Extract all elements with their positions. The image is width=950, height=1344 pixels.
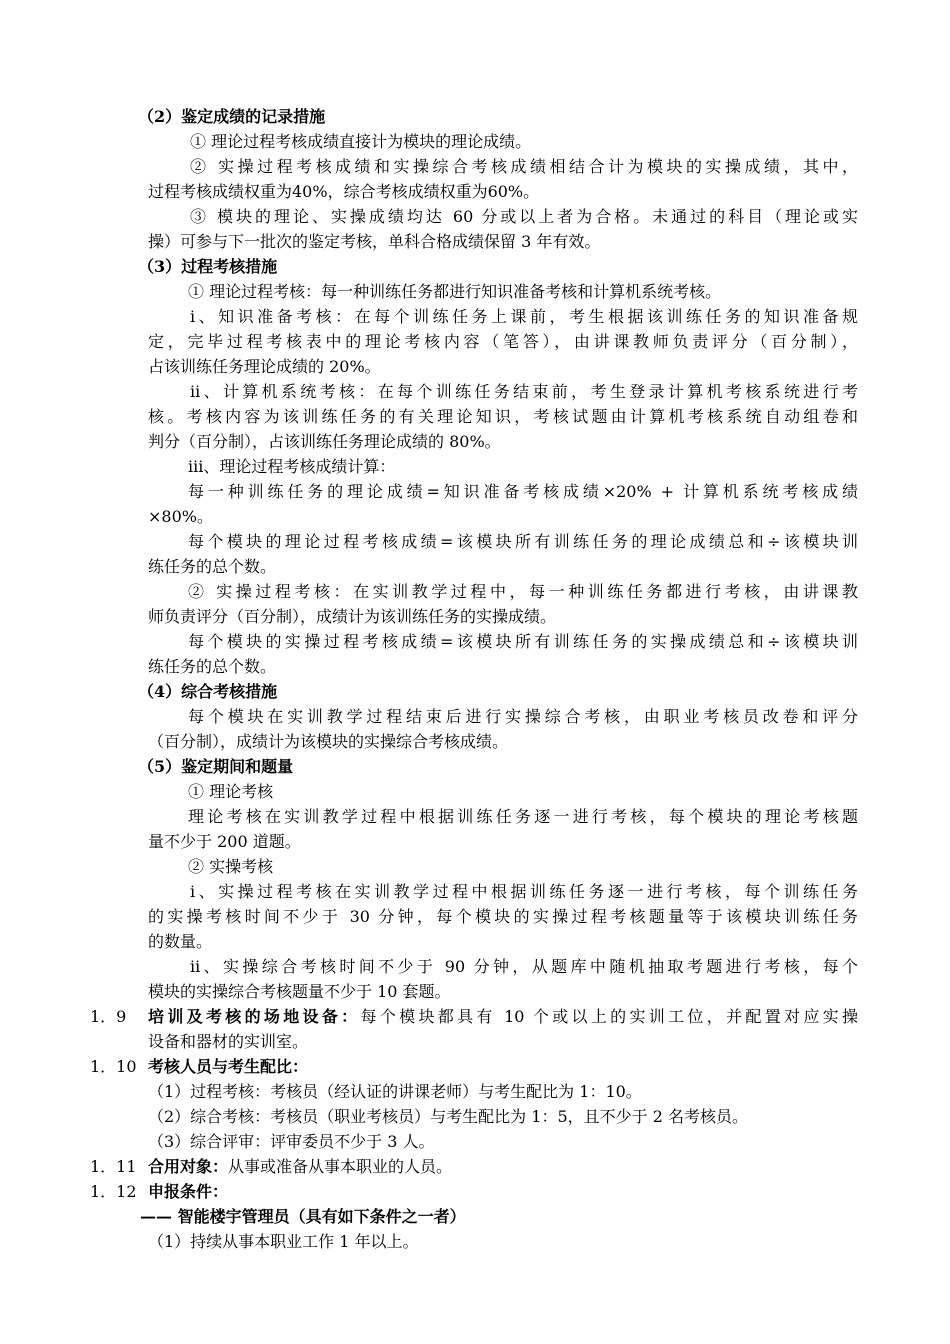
paragraph-line: （百分制），成绩计为该模块的实操综合考核成绩。	[148, 732, 509, 751]
paragraph-line: ③ 模块的理论、实操成绩均达 60 分或以上者为合格。未通过的科目（理论或实	[190, 207, 858, 226]
section-title-record-measures: （2）鉴定成绩的记录措施	[138, 107, 326, 126]
paragraph-line: ② 实操过程考核：在实训教学过程中，每一种训练任务都进行考核，由讲课教	[188, 582, 858, 601]
paragraph-line: 量不少于 200 道题。	[148, 832, 301, 851]
formula-line: 练任务的总个数。	[148, 657, 277, 676]
section-title-period-and-volume: （5）鉴定期间和题量	[138, 757, 294, 776]
list-item: （1）持续从事本职业工作 1 年以上。	[148, 1232, 419, 1251]
paragraph-line: 核。考核内容为该训练任务的有关理论知识，考核试题由计算机考核系统自动组卷和	[148, 407, 858, 426]
section-title-application-conditions: 申报条件：	[148, 1182, 229, 1201]
paragraph-line: 的数量。	[148, 932, 213, 951]
paragraph-line: ① 理论过程考核：每一种训练任务都进行知识准备考核和计算机系统考核。	[188, 282, 722, 301]
section-number: 1．11	[90, 1157, 137, 1176]
formula-line: 每个模块的理论过程考核成绩=该模块所有训练任务的理论成绩总和÷该模块训	[188, 532, 858, 551]
paragraph-line: 操）可参与下一批次的鉴定考核，单科合格成绩保留 3 年有效。	[148, 232, 601, 251]
paragraph-line: ⅲ、理论过程考核成绩计算：	[188, 457, 396, 476]
paragraph-line: 理论考核在实训教学过程中根据训练任务逐一进行考核，每个模块的理论考核题	[188, 807, 858, 826]
paragraph-line: ① 理论过程考核成绩直接计为模块的理论成绩。	[190, 132, 532, 151]
formula-line: ×80%。	[148, 507, 213, 526]
subsection-title: —— 智能楼宇管理员（具有如下条件之一者）	[140, 1207, 466, 1226]
section-title-comprehensive-assessment: （4）综合考核措施	[138, 682, 278, 701]
paragraph-line: ② 实操考核	[188, 857, 274, 876]
paragraph-line: ② 实操过程考核成绩和实操综合考核成绩相结合计为模块的实操成绩，其中，	[190, 157, 858, 176]
section-title-staff-ratio: 考核人员与考生配比：	[148, 1057, 309, 1076]
section-title-target-audience: 合用对象：	[148, 1157, 229, 1176]
section-title-venue-equipment: 培训及考核的场地设备：	[148, 1007, 361, 1026]
section-number: 1．9	[90, 1007, 127, 1026]
formula-line: 每个模块的实操过程考核成绩=该模块所有训练任务的实操成绩总和÷该模块训	[188, 632, 858, 651]
section-text: 设备和器材的实训室。	[148, 1032, 309, 1051]
section-text: 每个模块都具有 10 个或以上的实训工位，并配置对应实操	[360, 1007, 858, 1026]
paragraph-line: 每个模块在实训教学过程结束后进行实操综合考核，由职业考核员改卷和评分	[188, 707, 858, 726]
paragraph-line: ① 理论考核	[188, 782, 274, 801]
formula-line: 每一种训练任务的理论成绩=知识准备考核成绩×20% + 计算机系统考核成绩	[188, 482, 858, 501]
paragraph-line: 师负责评分（百分制），成绩计为该训练任务的实操成绩。	[148, 607, 557, 626]
paragraph-line: ⅱ、实操综合考核时间不少于 90 分钟，从题库中随机抽取考题进行考核，每个	[190, 957, 858, 976]
section-text: 从事或准备从事本职业的人员。	[228, 1157, 453, 1176]
list-item: （3）综合评审：评审委员不少于 3 人。	[148, 1132, 435, 1151]
paragraph-line: ⅰ、知识准备考核：在每个训练任务上课前，考生根据该训练任务的知识准备规	[190, 307, 858, 326]
paragraph-line: ⅰ、实操过程考核在实训教学过程中根据训练任务逐一进行考核，每个训练任务	[190, 882, 858, 901]
paragraph-line: 过程考核成绩权重为40%，综合考核成绩权重为60%。	[148, 182, 540, 201]
paragraph-line: ⅱ、计算机系统考核：在每个训练任务结束前，考生登录计算机考核系统进行考	[190, 382, 858, 401]
list-item: （2）综合考核：考核员（职业考核员）与考生配比为 1：5，且不少于 2 名考核员。	[148, 1107, 748, 1126]
section-title-process-assessment: （3）过程考核措施	[138, 257, 278, 276]
paragraph-line: 判分（百分制），占该训练任务理论成绩的 80%。	[148, 432, 501, 451]
list-item: （1）过程考核：考核员（经认证的讲课老师）与考生配比为 1：10。	[148, 1082, 642, 1101]
section-line	[148, 1007, 858, 1027]
section-number: 1．10	[90, 1057, 137, 1076]
section-line	[148, 1157, 452, 1177]
paragraph-line: 的实操考核时间不少于 30 分钟，每个模块的实操过程考核题量等于该模块训练任务	[148, 907, 858, 926]
paragraph-line: 模块的实操综合考核题量不少于 10 套题。	[148, 982, 451, 1001]
section-number: 1．12	[90, 1182, 137, 1201]
formula-line: 练任务的总个数。	[148, 557, 277, 576]
paragraph-line: 占该训练任务理论成绩的 20%。	[148, 357, 381, 376]
paragraph-line: 定，完毕过程考核表中的理论考核内容（笔答），由讲课教师负责评分（百分制），	[148, 332, 858, 351]
